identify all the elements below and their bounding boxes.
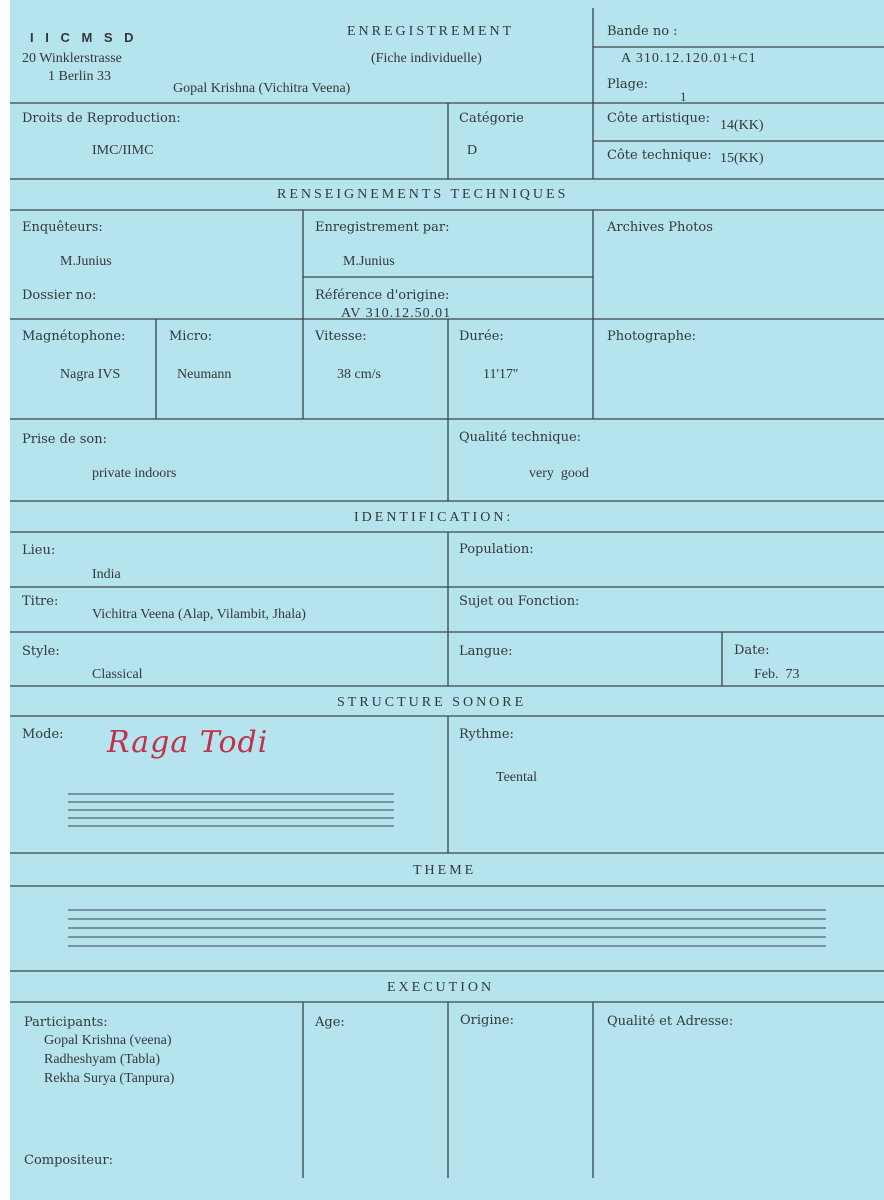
bande-label: Bande no : bbox=[607, 24, 678, 39]
age-label: Age: bbox=[315, 1015, 345, 1030]
micro-label: Micro: bbox=[169, 329, 213, 344]
bande-value: A 310.12.120.01+C1 bbox=[621, 51, 757, 66]
rythme-value: Teental bbox=[496, 770, 537, 785]
form-title: ENREGISTREMENT bbox=[347, 24, 515, 39]
categorie-label: Catégorie bbox=[459, 111, 524, 126]
participant-item: Radheshyam (Tabla) bbox=[44, 1052, 161, 1067]
structure-heading: STRUCTURE SONORE bbox=[337, 695, 527, 710]
reference-value: AV 310.12.50.01 bbox=[341, 306, 452, 321]
plage-label: Plage: bbox=[607, 77, 649, 92]
artist-name: Gopal Krishna (Vichitra Veena) bbox=[173, 81, 351, 96]
style-value: Classical bbox=[92, 667, 143, 682]
cote-technique-label: Côte technique: bbox=[607, 148, 712, 163]
execution-heading: EXECUTION bbox=[387, 980, 495, 995]
compositeur-label: Compositeur: bbox=[24, 1153, 113, 1168]
participant-item: Gopal Krishna (veena) bbox=[44, 1033, 172, 1048]
theme-writing-lines bbox=[68, 910, 826, 946]
sujet-label: Sujet ou Fonction: bbox=[459, 594, 580, 609]
micro-value: Neumann bbox=[177, 367, 232, 382]
vitesse-label: Vitesse: bbox=[315, 329, 367, 344]
duree-value: 11'17'' bbox=[483, 367, 519, 382]
mode-label: Mode: bbox=[22, 727, 64, 742]
photographe-label: Photographe: bbox=[607, 329, 697, 344]
vitesse-value: 38 cm/s bbox=[337, 367, 381, 382]
record-card bbox=[10, 0, 884, 1200]
address-line-1: 20 Winklerstrasse bbox=[22, 51, 122, 66]
rythme-label: Rythme: bbox=[459, 727, 514, 742]
titre-label: Titre: bbox=[22, 594, 59, 609]
style-label: Style: bbox=[22, 644, 60, 659]
archives-photos-label: Archives Photos bbox=[607, 220, 713, 235]
mode-handwritten-value: Raga Todi bbox=[107, 725, 269, 760]
duree-label: Durée: bbox=[459, 329, 504, 344]
prise-de-son-value: private indoors bbox=[92, 466, 177, 481]
magnetophone-value: Nagra IVS bbox=[60, 367, 121, 382]
prise-de-son-label: Prise de son: bbox=[22, 432, 108, 447]
cote-artistique-value: 14(KK) bbox=[720, 118, 764, 133]
qualite-adresse-label: Qualité et Adresse: bbox=[607, 1014, 734, 1029]
lieu-label: Lieu: bbox=[22, 543, 56, 558]
dossier-label: Dossier no: bbox=[22, 288, 97, 303]
theme-heading: THEME bbox=[413, 863, 477, 878]
lieu-value: India bbox=[92, 567, 121, 582]
categorie-value: D bbox=[467, 143, 478, 158]
enregistrement-par-value: M.Junius bbox=[343, 254, 395, 269]
enqueteurs-value: M.Junius bbox=[60, 254, 112, 269]
address-line-2: 1 Berlin 33 bbox=[48, 69, 111, 84]
langue-label: Langue: bbox=[459, 644, 513, 659]
droits-value: IMC/IIMC bbox=[92, 143, 154, 158]
qualite-technique-value: very good bbox=[529, 466, 589, 481]
origine-label: Origine: bbox=[460, 1013, 514, 1028]
magnetophone-label: Magnétophone: bbox=[22, 329, 126, 344]
enregistrement-par-label: Enregistrement par: bbox=[315, 220, 450, 235]
participants-label: Participants: bbox=[24, 1015, 108, 1030]
participant-item: Rekha Surya (Tanpura) bbox=[44, 1071, 175, 1086]
reference-label: Référence d'origine: bbox=[315, 288, 450, 303]
org-name: I I C M S D bbox=[30, 30, 138, 45]
population-label: Population: bbox=[459, 542, 534, 557]
identification-heading: IDENTIFICATION: bbox=[354, 510, 514, 525]
date-value: Feb. 73 bbox=[754, 667, 800, 682]
date-label: Date: bbox=[734, 643, 770, 658]
droits-label: Droits de Reproduction: bbox=[22, 111, 181, 126]
cote-artistique-label: Côte artistique: bbox=[607, 111, 710, 126]
form-rules bbox=[10, 0, 884, 1200]
tech-heading: RENSEIGNEMENTS TECHNIQUES bbox=[277, 187, 569, 202]
mode-writing-lines bbox=[68, 794, 394, 826]
plage-value: 1 bbox=[680, 89, 687, 104]
titre-value: Vichitra Veena (Alap, Vilambit, Jhala) bbox=[92, 607, 306, 622]
enqueteurs-label: Enquêteurs: bbox=[22, 220, 103, 235]
form-subtitle: (Fiche individuelle) bbox=[371, 51, 482, 66]
qualite-technique-label: Qualité technique: bbox=[459, 430, 582, 445]
cote-technique-value: 15(KK) bbox=[720, 151, 764, 166]
